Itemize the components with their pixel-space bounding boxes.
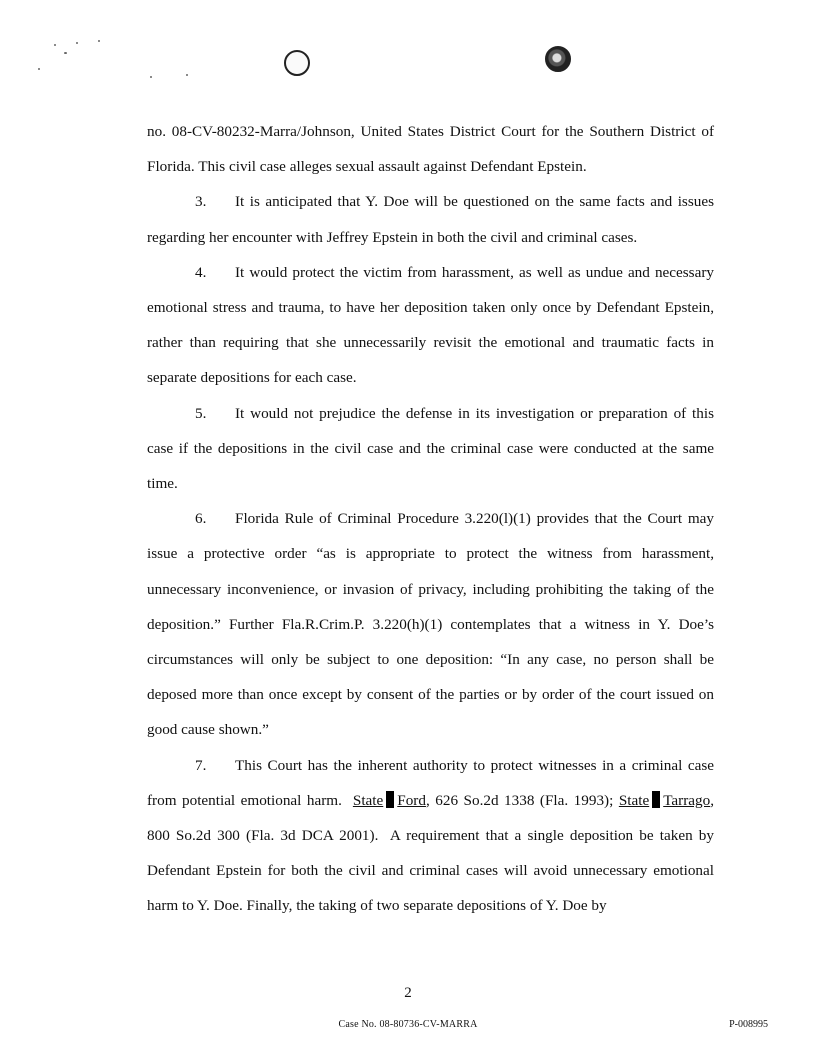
scan-speck [98,40,100,42]
paragraph-intro: This Court has the inherent authority to protect witnesses in a criminal case from potential emotional harm. [147,756,714,809]
paragraph-text: It is anticipated that Y. Doe will be questioned on the same facts and issues regarding her encounter with Jeffrey Epstein in both the civil and criminal cases. [147,193,714,246]
paragraph-number: 4. [195,263,207,281]
paragraph-text: Florida Rule of Criminal Procedure 3.220(l)(1) provides that the Court may issue a protective order “as is appropriate to protect the witness from harassment, unnecessary inconvenience, or invasion of privacy, including prohibiting the taking of the deposition.” Further Fla.R.Crim.P. 3.220(h)(1) contemplates that a witness in Y. Doe’s circumstances will only be subject to one deposition: “In any case, no person shall be deposed more than once except by consent of the parties or by order of the court issued on good cause shown.” [147,510,714,739]
scan-speck [186,74,188,76]
continued-paragraph: no. 08-CV-80232-Marra/Johnson, United States District Court for the Southern District of Florida. This civil case alleges sexual assault against Defendant Epstein. [147,123,714,176]
redaction-block [386,791,394,808]
scan-speck [38,68,40,70]
citation-party: State [618,791,650,809]
citation-party: State [352,791,384,809]
paragraph-7 [147,748,714,924]
scan-speck [64,52,67,54]
paragraph-5 [147,396,714,502]
scan-speck [150,76,152,78]
paragraph-number: 3. [195,193,207,211]
paragraph-text: It would not prejudice the defense in its investigation or preparation of this case if the depositions in the civil case and the criminal case were conducted at the same time. [147,404,714,493]
document-body [147,114,714,924]
paragraph-number: 5. [195,404,207,422]
scan-speck [76,42,78,44]
punch-hole-left-icon [284,50,310,76]
paragraph-6 [147,501,714,747]
redaction-block [652,791,660,808]
paragraph-text: It would protect the victim from harassment, as well as undue and necessary emotional stress and trauma, to have her deposition taken only once by Defendant Epstein, rather than requiring that she unnecessarily revisit the emotional and traumatic facts in separate depositions for each case. [147,263,714,387]
paragraph-number: 7. [195,756,207,774]
citation-reporter: , 800 So.2d 300 (Fla. 3d DCA 2001). [147,791,715,845]
page-number: 2 [404,985,412,1001]
citation-party: Tarrago [663,791,711,809]
citation-state-tarrago [619,792,710,809]
paragraph-text: A requirement that a single deposition be taken by Defendant Epstein for both the civil and criminal cases will avoid unnecessary emotional harm to Y. Doe. Finally, the taking of two separate depositions of Y. Doe by [147,827,714,915]
footer-case-number: Case No. 08-80736-CV-MARRA [338,1019,478,1030]
paragraph-4 [147,255,714,396]
scan-speck [54,44,56,46]
paragraph-number: 6. [195,510,207,528]
citation-reporter: , 626 So.2d 1338 (Fla. 1993); [425,791,614,809]
citation-party: Ford [397,791,426,809]
bates-number: P-008995 [729,1019,768,1030]
punch-hole-right-icon [545,46,571,72]
paragraph-3 [147,184,714,254]
citation-state-ford [353,792,426,809]
